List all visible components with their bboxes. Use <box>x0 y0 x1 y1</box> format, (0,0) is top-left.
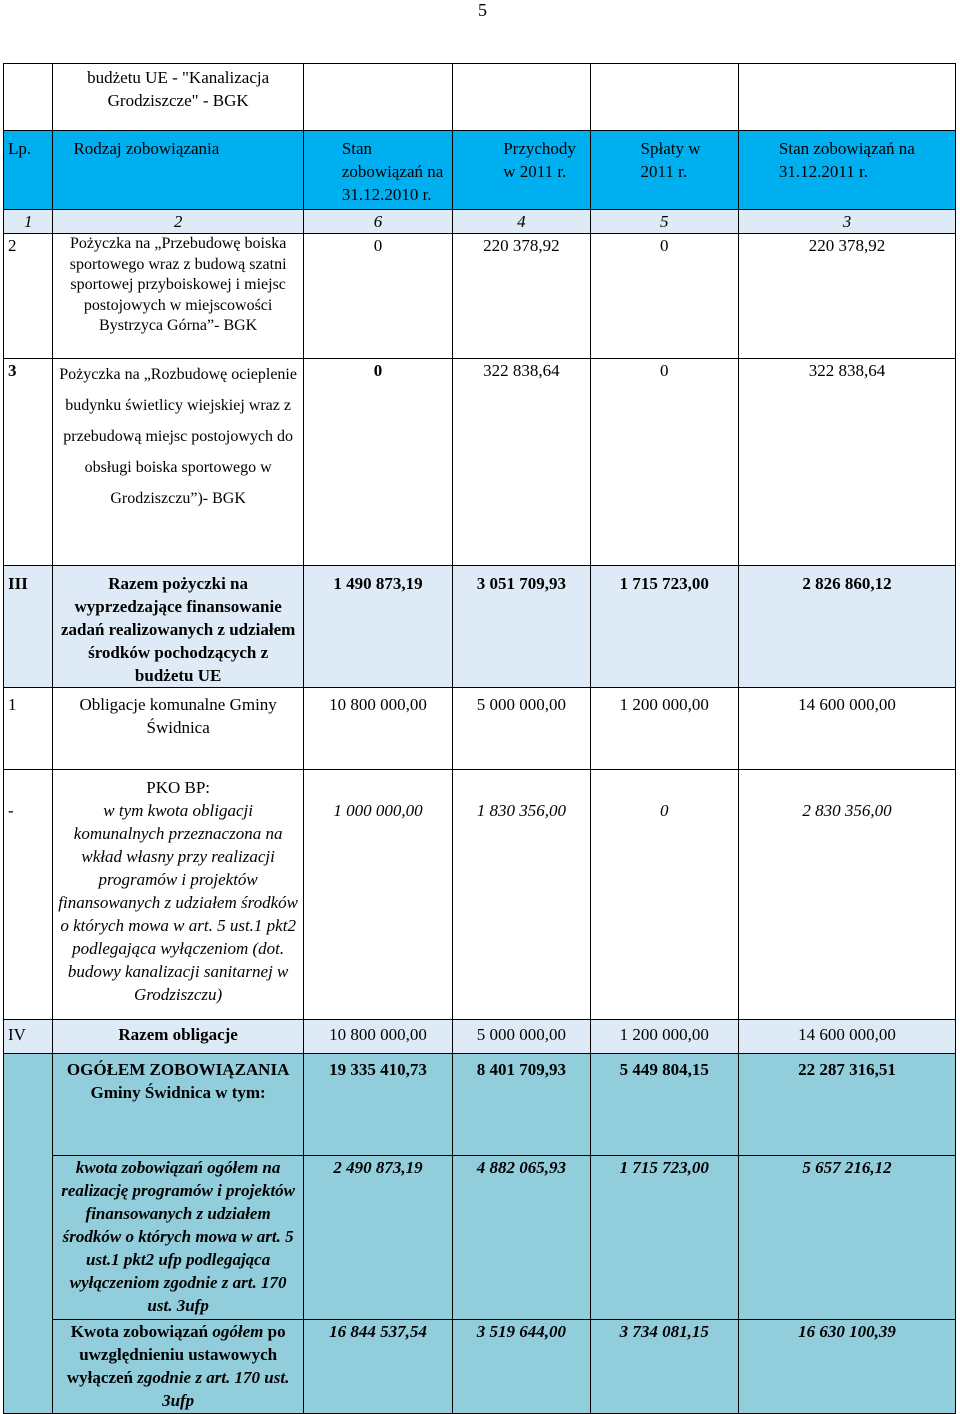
summary-row-after-exclusions <box>4 1320 956 1414</box>
row-stan-2010: 1 000 000,00 <box>303 770 452 1020</box>
summary-splaty: 1 715 723,00 <box>590 1156 738 1320</box>
colnum: 5 <box>590 210 738 234</box>
row-desc-bank: PKO BP: <box>146 778 211 797</box>
row-stan-2011: 2 826 860,12 <box>738 566 955 688</box>
row-lp: 3 <box>4 359 53 566</box>
row-stan-2011: 220 378,92 <box>738 234 955 359</box>
liabilities-table <box>3 63 956 1414</box>
row-desc: Obligacje komunalne Gminy Świdnica <box>53 688 303 770</box>
header-przychody: Przychody w 2011 r. <box>453 131 590 210</box>
row-lp: 1 <box>4 688 53 770</box>
row-desc: w tym kwota obligacji komunalnych przeznaczona na wkład własny przy realizacji programów i projektów finansowanych z udziałem środków o których mowa w art. 5 ust.1 pkt2 podlegająca wyłączeniom (dot. budowy kanalizacji sanitarnej w Grodziszczu) <box>58 801 298 1004</box>
summary-przychody: 3 519 644,00 <box>453 1320 590 1414</box>
row-splaty: 0 <box>590 234 738 359</box>
summary-desc-c: po uwzględnieniu ustawowych wyłączeń <box>66 1322 286 1387</box>
table-row <box>4 234 956 359</box>
summary-stan-2010: 2 490 873,19 <box>303 1156 452 1320</box>
row-splaty: 0 <box>590 770 738 1020</box>
row-przychody: 5 000 000,00 <box>453 688 590 770</box>
row-przychody: 220 378,92 <box>453 234 590 359</box>
row-stan-2010: 1 490 873,19 <box>303 566 452 688</box>
summary-splaty: 3 734 081,15 <box>590 1320 738 1414</box>
row-splaty: 1 200 000,00 <box>590 688 738 770</box>
summary-desc-b: ogółem <box>212 1322 264 1341</box>
column-numbers-row <box>4 210 956 234</box>
summary-przychody: 8 401 709,93 <box>453 1054 590 1156</box>
summary-splaty: 5 449 804,15 <box>590 1054 738 1156</box>
table-row <box>4 770 956 1020</box>
continuation-title: budżetu UE - "Kanalizacja Grodziszcze" - BGK <box>53 64 303 131</box>
header-lp: Lp. <box>4 131 53 210</box>
summary-stan-2011: 5 657 216,12 <box>738 1156 955 1320</box>
header-splaty: Spłaty w 2011 r. <box>590 131 738 210</box>
row-lp: 2 <box>4 234 53 359</box>
row-stan-2011: 14 600 000,00 <box>738 1020 955 1054</box>
row-desc: Razem obligacje <box>53 1020 303 1054</box>
row-lp: - <box>4 770 53 1020</box>
row-splaty: 1 200 000,00 <box>590 1020 738 1054</box>
summary-stan-2010: 19 335 410,73 <box>303 1054 452 1156</box>
colnum: 6 <box>303 210 452 234</box>
row-stan-2010: 10 800 000,00 <box>303 1020 452 1054</box>
row-desc: Pożyczka na „Rozbudowę ocieplenie budynku świetlicy wiejskiej wraz z przebudową miejsc postojowych do obsługi boiska sportowego w Grodziszczu”)- BGK <box>53 359 303 566</box>
table-row <box>4 359 956 566</box>
row-desc-cell <box>53 770 303 1020</box>
header-stan-2010: Stan zobowiązań na 31.12.2010 r. <box>303 131 452 210</box>
summary-desc-a: Kwota zobowiązań <box>70 1322 209 1341</box>
summary-stan-2011: 16 630 100,39 <box>738 1320 955 1414</box>
row-przychody: 5 000 000,00 <box>453 1020 590 1054</box>
row-lp: III <box>4 566 53 688</box>
summary-stan-2010: 16 844 537,54 <box>303 1320 452 1414</box>
colnum: 4 <box>453 210 590 234</box>
row-stan-2011: 322 838,64 <box>738 359 955 566</box>
row-stan-2011: 2 830 356,00 <box>738 770 955 1020</box>
summary-stan-2011: 22 287 316,51 <box>738 1054 955 1156</box>
summary-row-total <box>4 1054 956 1156</box>
row-przychody: 322 838,64 <box>453 359 590 566</box>
colnum: 2 <box>53 210 303 234</box>
row-splaty: 1 715 723,00 <box>590 566 738 688</box>
table-row <box>4 566 956 688</box>
summary-desc-d: zgodnie z art. 170 ust. 3ufp <box>137 1368 290 1410</box>
summary-desc: kwota zobowiązań ogółem na realizację programów i projektów finansowanych z udziałem środków o których mowa w art. 5 ust.1 pkt2 ufp podlegająca wyłączeniom zgodnie z art. 170 ust. 3ufp <box>53 1156 303 1320</box>
row-splaty: 0 <box>590 359 738 566</box>
row-stan-2010: 0 <box>303 234 452 359</box>
row-desc: Pożyczka na „Przebudowę boiska sportowego wraz z budową szatni sportowej przyboiskowej i miejsc postojowych w miejscowości Bystrzyca Górna”- BGK <box>53 234 303 359</box>
table-row <box>4 688 956 770</box>
row-stan-2010: 10 800 000,00 <box>303 688 452 770</box>
summary-przychody: 4 882 065,93 <box>453 1156 590 1320</box>
row-lp: IV <box>4 1020 53 1054</box>
continuation-row <box>4 64 956 131</box>
summary-row-excluded <box>4 1156 956 1320</box>
colnum: 1 <box>4 210 53 234</box>
row-stan-2011: 14 600 000,00 <box>738 688 955 770</box>
header-row <box>4 131 956 210</box>
colnum: 3 <box>738 210 955 234</box>
summary-desc-cell <box>53 1320 303 1414</box>
row-przychody: 3 051 709,93 <box>453 566 590 688</box>
row-desc: Razem pożyczki na wyprzedzające finansowanie zadań realizowanych z udziałem środków pochodzących z budżetu UE <box>53 566 303 688</box>
table-row <box>4 1020 956 1054</box>
header-stan-2011: Stan zobowiązań na 31.12.2011 r. <box>738 131 955 210</box>
row-przychody: 1 830 356,00 <box>453 770 590 1020</box>
page-number: 5 <box>478 0 487 20</box>
row-stan-2010: 0 <box>303 359 452 566</box>
header-rodzaj: Rodzaj zobowiązania <box>53 131 303 210</box>
summary-desc: OGÓŁEM ZOBOWIĄZANIA Gminy Świdnica w tym: <box>53 1054 303 1156</box>
